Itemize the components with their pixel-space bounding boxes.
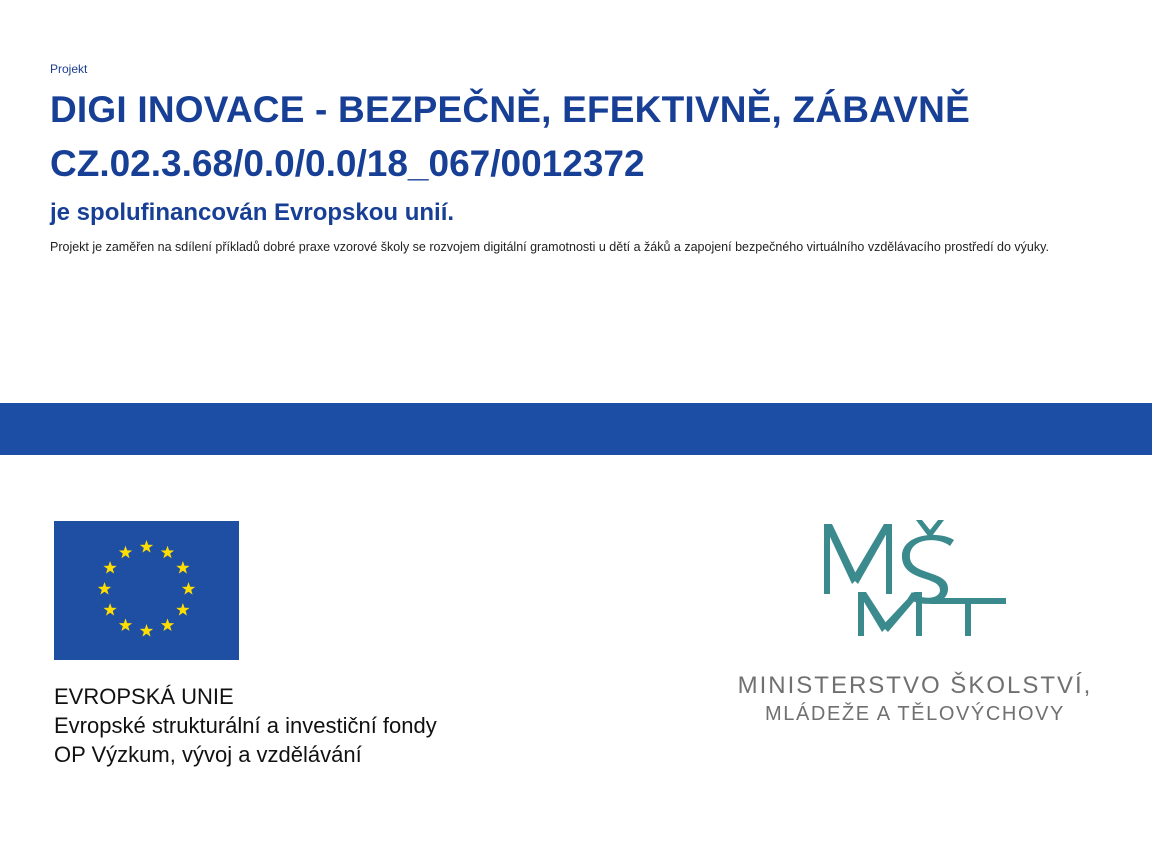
eu-star-icon	[103, 561, 116, 574]
eu-star-icon	[161, 618, 174, 631]
project-label: Projekt	[50, 62, 88, 76]
eu-star-icon	[140, 624, 153, 637]
eu-caption-line3: OP Výzkum, vývoj a vzdělávání	[54, 742, 362, 767]
blue-divider-band	[0, 403, 1152, 455]
eu-star-icon	[140, 540, 153, 553]
project-code: CZ.02.3.68/0.0/0.0/18_067/0012372	[50, 143, 645, 184]
msmt-logo-icon	[818, 520, 1018, 640]
eu-flag-stars	[54, 521, 239, 660]
eu-star-icon	[182, 582, 195, 595]
eu-caption-line1: EVROPSKÁ UNIE	[54, 684, 234, 709]
eu-star-icon	[119, 618, 132, 631]
eu-star-icon	[103, 603, 116, 616]
eu-caption-line2: Evropské strukturální a investiční fondy	[54, 713, 437, 738]
msmt-caption-line1: MINISTERSTVO ŠKOLSTVÍ,	[737, 672, 1093, 699]
eu-star-icon	[161, 546, 174, 559]
eu-caption	[54, 682, 437, 769]
cofinance-statement: je spolufinancován Evropskou unií.	[50, 199, 455, 226]
eu-star-icon	[176, 561, 189, 574]
eu-flag-icon	[54, 521, 239, 660]
msmt-logo-graphic	[818, 520, 1018, 640]
project-header	[50, 60, 1110, 256]
msmt-caption	[700, 672, 1130, 728]
project-title: DIGI INOVACE - BEZPEČNĚ, EFEKTIVNĚ, ZÁBAVNĚ	[50, 89, 970, 130]
eu-star-icon	[119, 546, 132, 559]
msmt-caption-line2: MLÁDEŽE A TĚLOVÝCHOVY	[765, 703, 1065, 725]
project-description: Projekt je zaměřen na sdílení příkladů dobré praxe vzorové školy se rozvojem digitální gramotnosti u dětí a žáků a zapojení bezpečného virtuálního vzdělávacího prostředí do výuky.	[50, 240, 1049, 254]
eu-star-icon	[98, 582, 111, 595]
eu-star-icon	[176, 603, 189, 616]
